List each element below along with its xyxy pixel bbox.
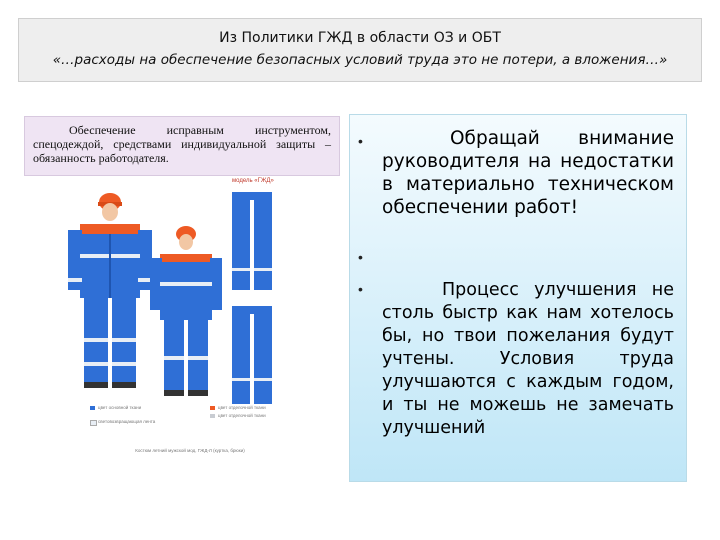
advice-bullet-1-text: Обращай внимание руководителя на недостатки в материально техническом обеспечении работ!	[382, 128, 674, 218]
bullet-2-marker: •	[358, 249, 363, 265]
legend-item-1: цвет основной ткани	[98, 405, 142, 410]
trousers-back-icon	[232, 306, 272, 404]
legend-item-2: цвет отделочной ткани	[218, 405, 266, 410]
legend-swatch-orange	[210, 406, 215, 410]
legend-swatch-blue	[90, 406, 95, 410]
advice-bullet-1	[382, 127, 674, 219]
worker-figure-2-icon	[150, 226, 222, 396]
advice-panel	[349, 114, 687, 482]
workwear-illustration	[60, 178, 330, 408]
employer-duty-caption: Обеспечение исправным инструментом, спецодеждой, средствами индивидуальной защиты – обязанность работодателя.	[24, 116, 340, 176]
legend-swatch-gray	[210, 414, 215, 418]
policy-title: Из Политики ГЖД в области ОЗ и ОБТ	[219, 30, 501, 46]
policy-header	[18, 18, 702, 82]
legend-swatch-reflective	[90, 420, 97, 426]
workwear-figure	[60, 178, 330, 468]
bullet-1-marker: •	[358, 133, 363, 149]
legend-item-4: световозвращающая лента	[98, 419, 156, 424]
bullet-3-marker: •	[358, 281, 363, 297]
advice-bullet-3	[382, 279, 674, 440]
trousers-front-icon	[232, 192, 272, 290]
figure-footnote: Костюм летний мужской мод. ГЖД-Л (куртка, брюки)	[135, 448, 245, 453]
model-tag: модель «ГЖД»	[232, 178, 274, 184]
worker-figure-1-icon	[68, 193, 152, 388]
advice-bullet-3-text: Процесс улучшения не столь быстр как нам хотелось бы, но твои пожелания будут учтены. Условия труда улучшаются с каждым годом, и ты не можешь не замечать улучшений	[382, 280, 674, 438]
legend-item-3: цвет отделочной ткани	[218, 413, 266, 418]
policy-quote: «…расходы на обеспечение безопасных условий труда это не потери, а вложения…»	[52, 52, 668, 68]
